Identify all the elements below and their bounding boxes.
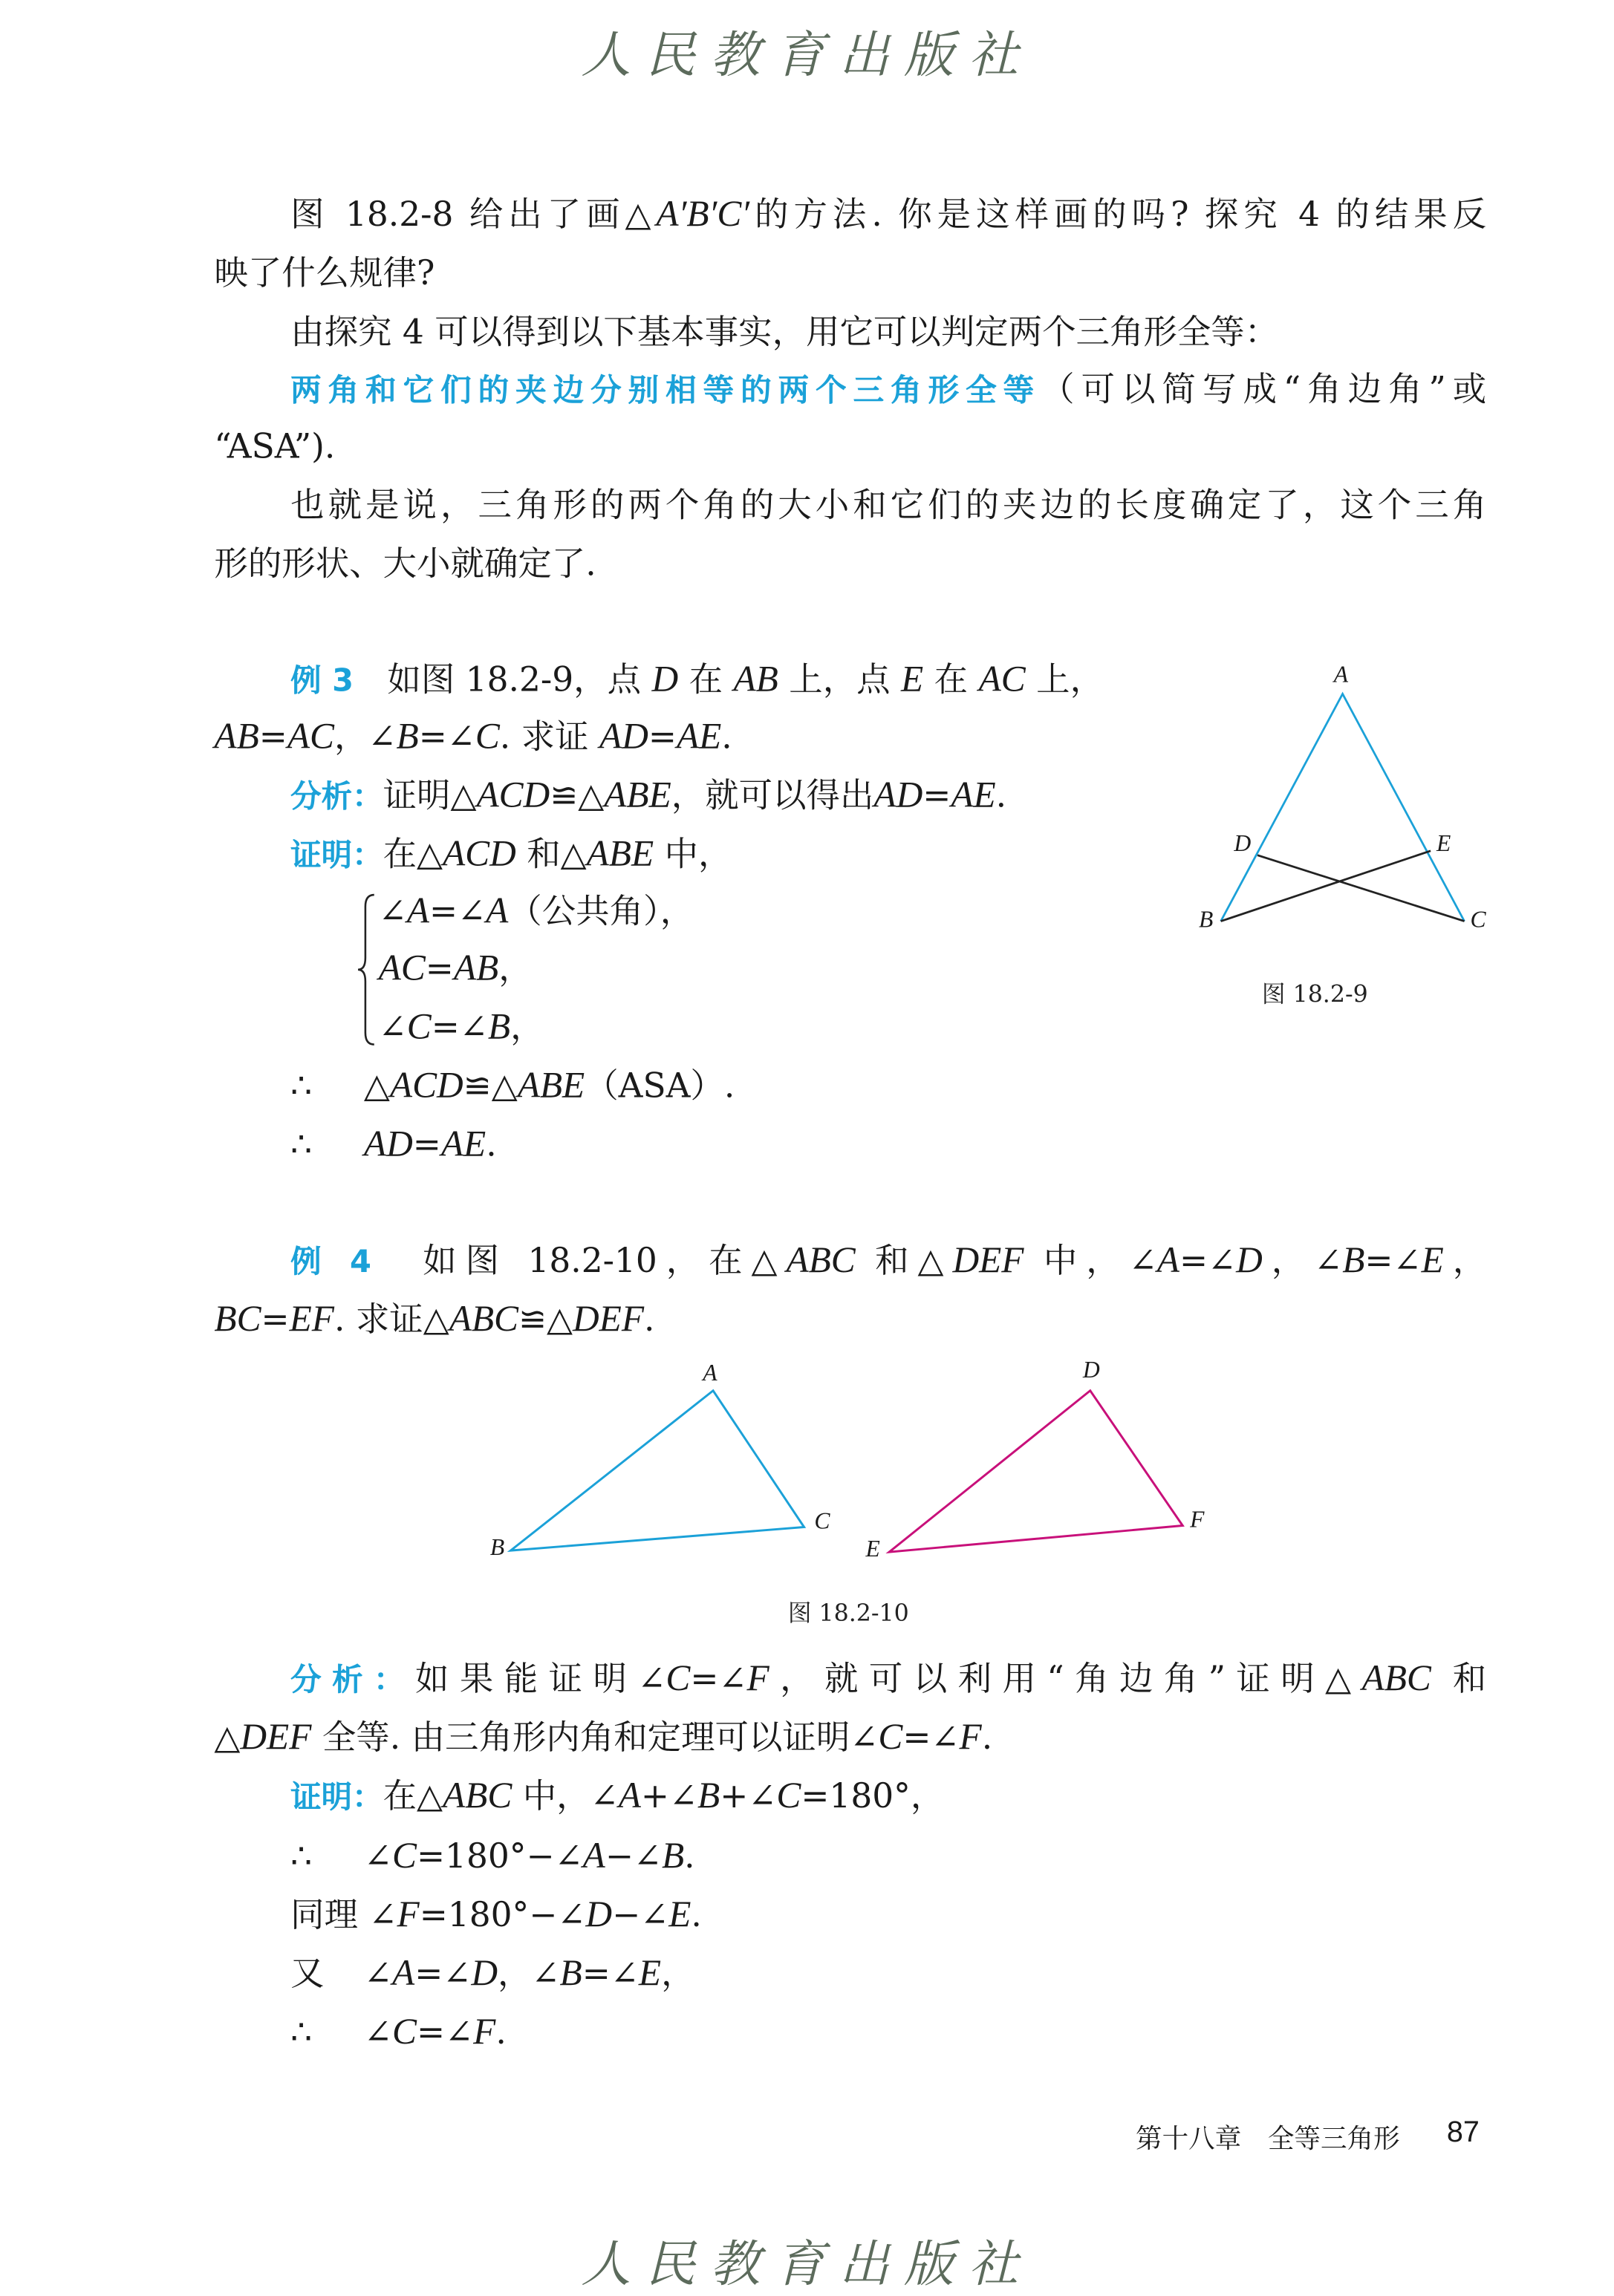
text-segment: 上， <box>1025 661 1104 700</box>
math-term: ABE <box>604 776 671 816</box>
text-segment: . 求证△ <box>333 1301 449 1340</box>
label-b: B <box>1198 907 1214 933</box>
text-segment: △ <box>363 1068 390 1106</box>
text-segment: 如图 18.2-9，点 <box>353 661 652 700</box>
text-segment: ∠ <box>378 893 407 932</box>
text-segment: 如图 18.2-10，在△ <box>371 1242 787 1281</box>
math-term: AC <box>378 949 426 989</box>
math-term: AE <box>951 776 996 816</box>
highlight-label: 证明： <box>290 838 383 873</box>
text-segment: 图 18.2-8 给出了画△ <box>290 196 657 235</box>
text-segment: = <box>258 718 287 757</box>
text-segment: =∠ <box>429 893 487 932</box>
math-term: C <box>392 2012 417 2052</box>
lead-symbol: ∴ <box>290 1068 313 1106</box>
math-term: C <box>666 1659 691 1699</box>
text-segment: ∠ <box>363 1838 393 1876</box>
text-segment: =∠ <box>902 1719 960 1758</box>
figure-caption-18-2-10: 图 18.2-10 <box>787 1599 909 1627</box>
lead-symbol: ∴ <box>290 2014 313 2052</box>
text-segment: 也就是说，三角形的两个角的大小和它们的夹边的长度确定了，这个三角 <box>290 486 1487 526</box>
math-term: B <box>697 1776 720 1816</box>
math-term: E <box>638 1954 662 1994</box>
text-segment: ∠ <box>363 1955 393 1994</box>
math-term: ACD <box>443 835 516 875</box>
text-segment: 和 <box>1431 1660 1487 1699</box>
math-term: E <box>1421 1241 1444 1281</box>
text-segment: 在△ <box>383 1778 443 1816</box>
text-segment: ≌△ <box>463 1068 518 1106</box>
text-segment: =180°−∠ <box>419 1897 586 1935</box>
figure-caption-18-2-9: 图 18.2-9 <box>1261 979 1368 1008</box>
text-segment: = <box>261 1301 290 1340</box>
math-term: ACD <box>476 776 550 816</box>
text-segment: =180°， <box>801 1778 945 1816</box>
triangle-abc <box>510 1391 804 1550</box>
math-term: EF <box>289 1299 334 1340</box>
triangle-def <box>889 1391 1182 1552</box>
text-segment: −∠ <box>612 1897 669 1935</box>
math-term: DEF <box>952 1241 1024 1281</box>
text-segment: =∠ <box>414 1955 472 1994</box>
text-segment: 在△ <box>383 836 443 875</box>
math-term: A <box>486 892 509 932</box>
math-term: D <box>585 1895 613 1935</box>
math-term: F <box>397 1895 420 1935</box>
page-number: 87 <box>1446 2116 1480 2150</box>
label-c: C <box>1470 907 1486 933</box>
label-f: F <box>1190 1507 1205 1533</box>
text-segment: （公共角）， <box>508 893 694 932</box>
math-term: ABE <box>586 835 654 875</box>
text-segment: =∠ <box>416 2014 474 2052</box>
label-e: E <box>1436 832 1451 857</box>
math-term: A <box>1156 1241 1179 1281</box>
chapter-title: 第十八章 全等三角形 <box>1136 2124 1400 2156</box>
text-segment: 证明△ <box>383 777 477 816</box>
math-term: AD <box>873 776 923 816</box>
math-term: DEF <box>573 1299 645 1340</box>
lead-symbol: ∴ <box>290 1126 313 1165</box>
text-segment: 在 <box>923 661 979 700</box>
text-segment: 中，∠ <box>1024 1242 1157 1281</box>
math-term: AB <box>733 659 778 700</box>
text-segment: ∠ <box>363 2014 393 2052</box>
label-d: D <box>1234 832 1252 857</box>
text-segment: ≌△ <box>550 777 605 816</box>
label-e: E <box>865 1537 880 1562</box>
text-segment: 如果能证明∠ <box>414 1660 666 1699</box>
math-term: DEF <box>240 1718 312 1758</box>
math-term: B <box>559 1954 582 1994</box>
label-d: D <box>1082 1358 1100 1383</box>
text-segment: ，∠ <box>498 1955 560 1994</box>
text-segment: 全等. 由三角形内角和定理可以证明∠ <box>311 1719 879 1758</box>
math-term: ABC <box>449 1299 518 1340</box>
text-segment: （ASA）. <box>585 1068 735 1106</box>
math-term: AB <box>214 717 259 757</box>
lead-symbol: 又 <box>290 1955 325 1994</box>
highlight-label: 例 4 <box>290 1244 371 1279</box>
math-term: A′B′C′ <box>656 195 750 235</box>
text-segment: 在 <box>678 661 734 700</box>
text-segment: . <box>684 1838 695 1876</box>
math-term: A <box>392 1954 415 1994</box>
text-segment: ， <box>1443 1242 1487 1281</box>
text-segment: ，就可以得出 <box>671 777 874 816</box>
publisher-logo-bottom: 人民教育出版社 <box>581 2235 1033 2295</box>
text-segment: =∠ <box>418 718 475 757</box>
math-term: B <box>396 717 419 757</box>
text-segment: . 求证 <box>499 718 600 757</box>
label-a: A <box>1333 662 1349 688</box>
math-term: ABE <box>517 1066 585 1106</box>
text-segment: =∠ <box>1364 1242 1422 1281</box>
math-term: BC <box>214 1299 261 1340</box>
math-term: C <box>406 1008 432 1048</box>
math-term: ABC <box>443 1776 512 1816</box>
text-segment: 形的形状、大小就确定了. <box>214 545 596 584</box>
math-term: F <box>473 2012 496 2052</box>
text-segment: = <box>922 777 951 816</box>
text-segment: 同理 ∠ <box>290 1897 397 1935</box>
text-segment: ，就可以利用“角边角”证明△ <box>769 1660 1362 1699</box>
math-term: F <box>959 1718 982 1758</box>
highlight-label: 分析： <box>290 1662 415 1697</box>
text-segment: . <box>495 2014 507 2052</box>
text-segment: ，∠ <box>333 718 397 757</box>
math-term: AD <box>363 1125 413 1165</box>
math-term: A <box>582 1836 605 1876</box>
text-segment: （可以简写成“角边角”或 <box>1041 371 1487 410</box>
highlight-label: 证明： <box>290 1779 383 1815</box>
math-term: F <box>746 1659 769 1699</box>
math-term: D <box>1236 1241 1263 1281</box>
math-term: ABC <box>786 1241 856 1281</box>
text-segment: . <box>691 1897 702 1935</box>
math-term: ABC <box>1361 1659 1431 1699</box>
highlight-label: 分析： <box>290 778 383 815</box>
math-term: AC <box>287 717 334 757</box>
text-segment: “ASA”). <box>214 428 336 467</box>
triangle-sides-ab-ac <box>1221 694 1465 921</box>
math-term: ACD <box>389 1066 463 1106</box>
text-segment: =∠ <box>582 1955 639 1994</box>
math-term: C <box>392 1836 417 1876</box>
text-segment: = <box>412 1126 441 1165</box>
text-segment: +∠ <box>720 1778 777 1816</box>
text-segment: = <box>425 950 454 989</box>
math-term: A <box>406 892 429 932</box>
math-term: AC <box>978 659 1026 700</box>
text-segment: ， <box>498 950 533 989</box>
text-segment: ， <box>661 1955 695 1994</box>
text-segment: ，∠ <box>1262 1242 1343 1281</box>
text-segment: ≌△ <box>518 1301 573 1340</box>
text-segment: =∠ <box>690 1660 747 1699</box>
math-term: AD <box>599 717 648 757</box>
math-term: E <box>901 659 924 700</box>
math-term: A <box>618 1776 641 1816</box>
text-segment: . <box>995 777 1007 816</box>
highlight-label: 两角和它们的夹边分别相等的两个三角形全等 <box>290 372 1041 408</box>
text-segment: =∠ <box>1179 1242 1237 1281</box>
text-segment: 由探究 4 可以得到以下基本事实，用它可以判定两个三角形全等： <box>290 313 1279 353</box>
math-term: C <box>878 1718 903 1758</box>
text-segment: +∠ <box>640 1778 698 1816</box>
label-c: C <box>814 1509 830 1535</box>
math-term: D <box>651 659 679 700</box>
math-term: D <box>471 1954 498 1994</box>
text-segment: 和△ <box>515 836 587 875</box>
text-segment: . <box>486 1126 497 1165</box>
math-term: B <box>487 1008 511 1048</box>
text-segment: 的方法. 你是这样画的吗? 探究 4 的结果反 <box>749 196 1487 235</box>
math-term: E <box>668 1895 692 1935</box>
highlight-label: 例 3 <box>290 662 354 699</box>
math-term: AE <box>440 1125 487 1165</box>
math-term: AE <box>676 717 722 757</box>
math-term: AB <box>453 949 499 989</box>
label-a: A <box>703 1361 717 1386</box>
text-segment: . <box>721 718 732 757</box>
text-segment: △ <box>214 1719 241 1758</box>
figure-18-2-10 <box>510 1391 1182 1552</box>
lead-symbol: ∴ <box>290 1838 313 1876</box>
text-segment: ∠ <box>378 1009 407 1048</box>
text-segment: =∠ <box>431 1009 488 1048</box>
text-segment: 和△ <box>855 1242 953 1281</box>
text-segment: 映了什么规律? <box>214 255 435 294</box>
publisher-logo-top: 人民教育出版社 <box>581 26 1033 85</box>
label-b: B <box>489 1536 505 1561</box>
text-segment: . <box>644 1301 655 1340</box>
text-segment: −∠ <box>605 1838 662 1876</box>
math-term: C <box>475 717 500 757</box>
figure-18-2-9 <box>1221 694 1465 921</box>
text-segment: 上，点 <box>778 661 902 700</box>
text-segment: = <box>648 718 677 757</box>
text-segment: 中，∠ <box>512 1778 619 1816</box>
text-segment: 中， <box>654 836 732 875</box>
math-term: B <box>1342 1241 1365 1281</box>
text-segment: ， <box>510 1009 544 1048</box>
text-segment: . <box>981 1719 993 1758</box>
math-term: B <box>661 1836 685 1876</box>
text-segment: =180°−∠ <box>416 1838 583 1876</box>
math-term: C <box>776 1776 801 1816</box>
